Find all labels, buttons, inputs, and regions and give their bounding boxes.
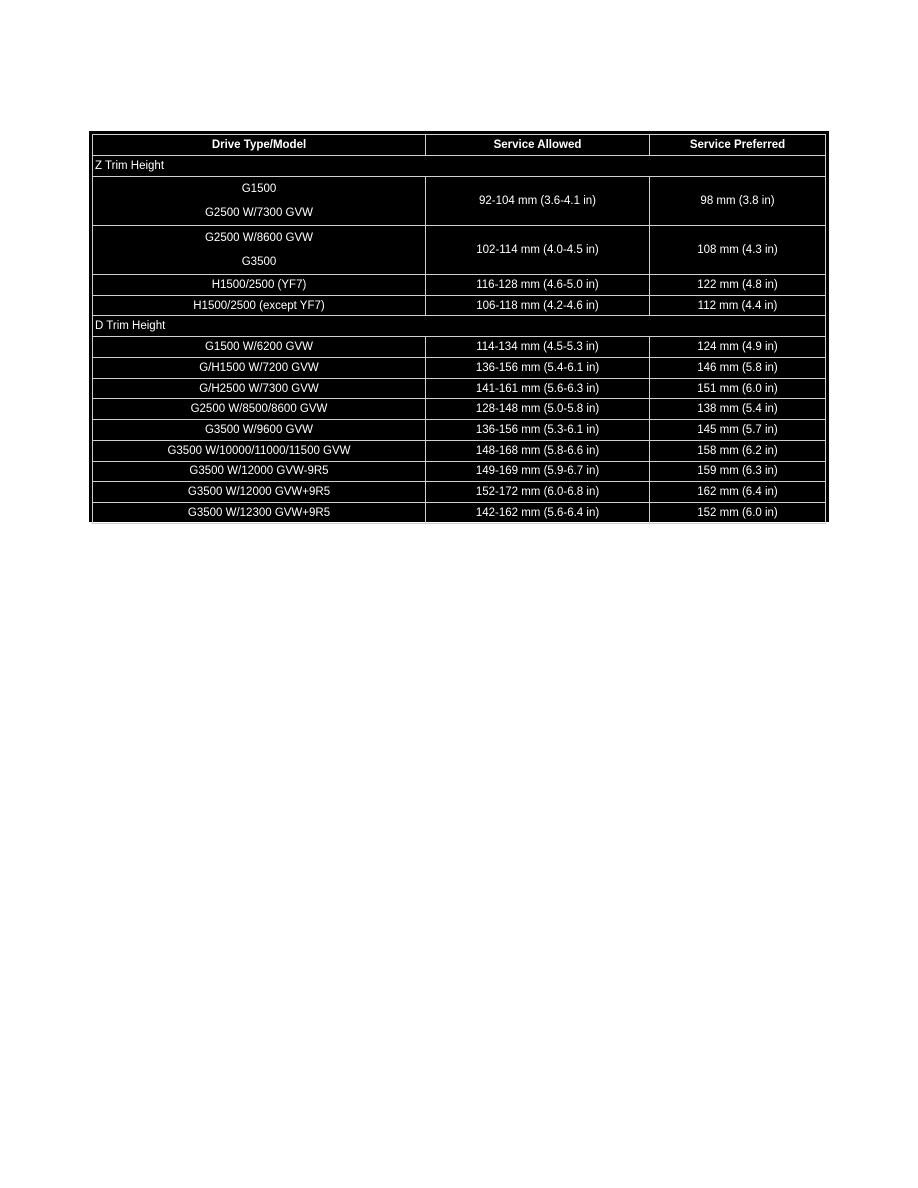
service-allowed-cell: 106-118 mm (4.2-4.6 in)	[426, 295, 650, 316]
section-title: D Trim Height	[93, 316, 826, 337]
model-cell	[93, 226, 426, 275]
table-row	[93, 420, 826, 441]
service-preferred-cell: 162 mm (6.4 in)	[650, 482, 826, 503]
service-allowed-cell: 102-114 mm (4.0-4.5 in)	[426, 226, 650, 275]
table-row	[93, 358, 826, 379]
service-preferred-cell: 159 mm (6.3 in)	[650, 461, 826, 482]
service-preferred-cell: 145 mm (5.7 in)	[650, 420, 826, 441]
model-name: H1500/2500 (YF7)	[211, 278, 307, 291]
service-allowed-cell: 136-156 mm (5.4-6.1 in)	[426, 358, 650, 379]
model-cell	[93, 461, 426, 482]
model-name: G3500 W/9600 GVW	[204, 423, 314, 436]
table-row	[93, 226, 826, 275]
model-name: G/H1500 W/7200 GVW	[199, 361, 319, 374]
model-cell	[93, 177, 426, 226]
table-row	[93, 482, 826, 503]
header-drive-type-model: Drive Type/Model	[93, 135, 426, 156]
service-preferred-cell: 112 mm (4.4 in)	[650, 295, 826, 316]
model-name: G1500 W/6200 GVW	[204, 341, 314, 354]
service-preferred-cell: 146 mm (5.8 in)	[650, 358, 826, 379]
model-name: G/H2500 W/7300 GVW	[199, 382, 319, 395]
header-service-allowed: Service Allowed	[426, 135, 650, 156]
trim-height-table	[92, 134, 826, 524]
table-row	[93, 295, 826, 316]
service-allowed-cell: 92-104 mm (3.6-4.1 in)	[426, 177, 650, 226]
table-row	[93, 440, 826, 461]
model-name: G1500	[241, 183, 277, 195]
service-preferred-cell: 138 mm (5.4 in)	[650, 399, 826, 420]
section-row	[93, 156, 826, 177]
model-name: G2500 W/7300 GVW	[204, 207, 314, 219]
service-preferred-cell: 151 mm (6.0 in)	[650, 378, 826, 399]
service-allowed-cell: 149-169 mm (5.9-6.7 in)	[426, 461, 650, 482]
model-cell	[93, 275, 426, 296]
model-cell	[93, 295, 426, 316]
service-allowed-cell: 148-168 mm (5.8-6.6 in)	[426, 440, 650, 461]
service-preferred-cell: 98 mm (3.8 in)	[650, 177, 826, 226]
model-name: H1500/2500 (except YF7)	[193, 299, 325, 312]
model-name: G3500 W/12000 GVW+9R5	[187, 486, 331, 499]
model-name: G3500 W/10000/11000/11500 GVW	[167, 444, 351, 457]
model-cell	[93, 378, 426, 399]
model-name: G3500 W/12300 GVW+9R5	[187, 506, 331, 519]
service-allowed-cell: 152-172 mm (6.0-6.8 in)	[426, 482, 650, 503]
model-name: G2500 W/8600 GVW	[204, 232, 314, 244]
model-name: G2500 W/8500/8600 GVW	[190, 403, 328, 416]
table-row	[93, 337, 826, 358]
table-row	[93, 378, 826, 399]
model-cell	[93, 440, 426, 461]
service-allowed-cell: 114-134 mm (4.5-5.3 in)	[426, 337, 650, 358]
service-allowed-cell: 136-156 mm (5.3-6.1 in)	[426, 420, 650, 441]
section-title: Z Trim Height	[93, 156, 826, 177]
service-allowed-cell: 142-162 mm (5.6-6.4 in)	[426, 502, 650, 523]
service-preferred-cell: 158 mm (6.2 in)	[650, 440, 826, 461]
table-row	[93, 461, 826, 482]
model-cell	[93, 482, 426, 503]
model-cell	[93, 358, 426, 379]
table-header-row	[93, 135, 826, 156]
table-row	[93, 399, 826, 420]
service-preferred-cell: 108 mm (4.3 in)	[650, 226, 826, 275]
table-row	[93, 177, 826, 226]
section-row	[93, 316, 826, 337]
table-body	[93, 156, 826, 524]
model-cell	[93, 399, 426, 420]
model-name: G3500 W/12000 GVW-9R5	[189, 465, 329, 478]
model-cell	[93, 337, 426, 358]
trim-height-table-frame	[89, 131, 829, 522]
header-service-preferred: Service Preferred	[650, 135, 826, 156]
service-preferred-cell: 122 mm (4.8 in)	[650, 275, 826, 296]
model-cell	[93, 420, 426, 441]
table-row	[93, 275, 826, 296]
service-allowed-cell: 141-161 mm (5.6-6.3 in)	[426, 378, 650, 399]
model-name: G3500	[241, 256, 277, 268]
table-row	[93, 502, 826, 523]
service-allowed-cell: 116-128 mm (4.6-5.0 in)	[426, 275, 650, 296]
service-preferred-cell: 124 mm (4.9 in)	[650, 337, 826, 358]
service-allowed-cell: 128-148 mm (5.0-5.8 in)	[426, 399, 650, 420]
model-cell	[93, 502, 426, 523]
service-preferred-cell: 152 mm (6.0 in)	[650, 502, 826, 523]
